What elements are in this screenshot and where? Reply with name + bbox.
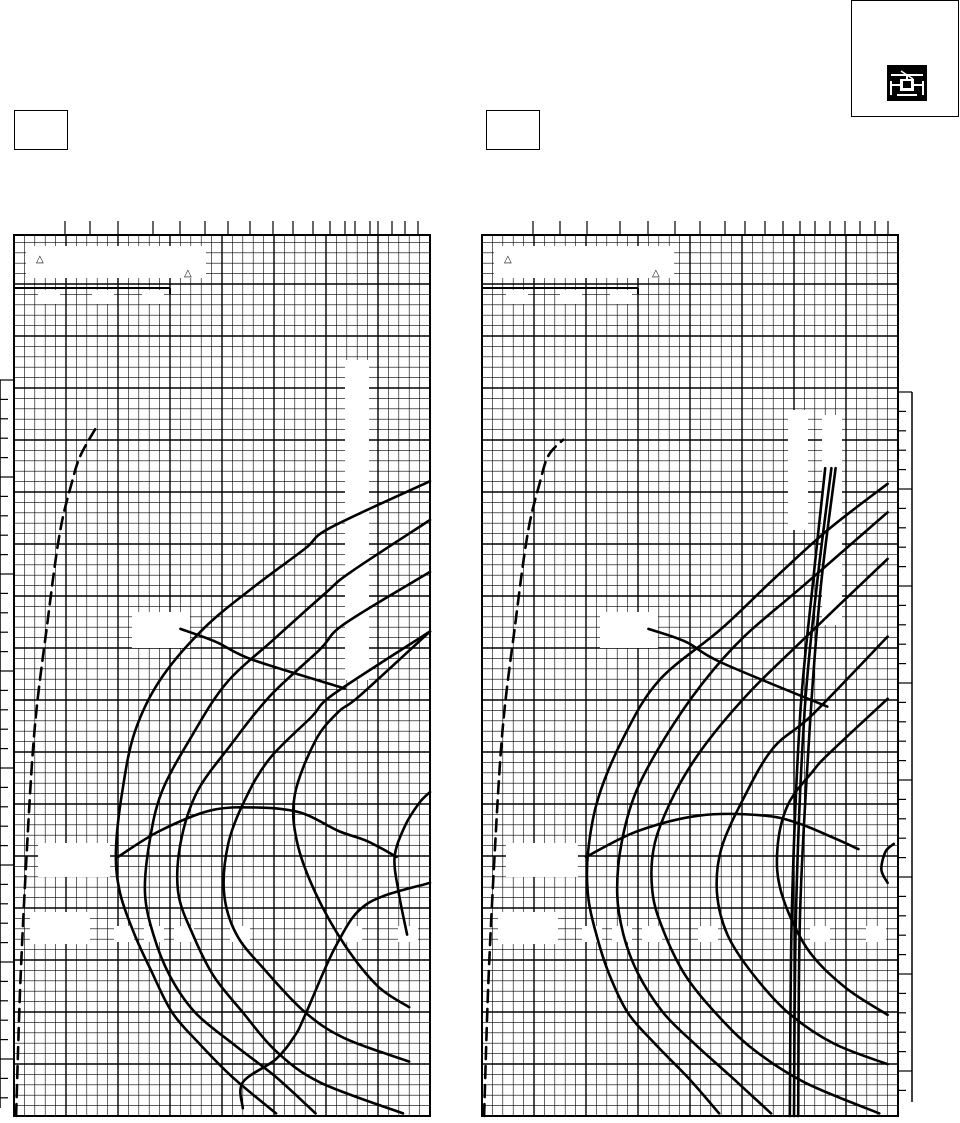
legend-marker: △ (504, 254, 512, 265)
label-box (498, 912, 558, 944)
label-box (506, 290, 528, 304)
label-box (810, 926, 830, 942)
legend-marker: △ (652, 268, 660, 279)
label-box (506, 843, 578, 877)
label-box (642, 926, 662, 942)
label-box (610, 290, 632, 304)
label-box (788, 410, 808, 530)
legend-marker: △ (184, 268, 192, 279)
label-box (698, 926, 718, 942)
label-box (494, 246, 674, 278)
label-box (866, 926, 886, 942)
legend-marker: △ (36, 254, 44, 265)
label-box (560, 290, 582, 304)
